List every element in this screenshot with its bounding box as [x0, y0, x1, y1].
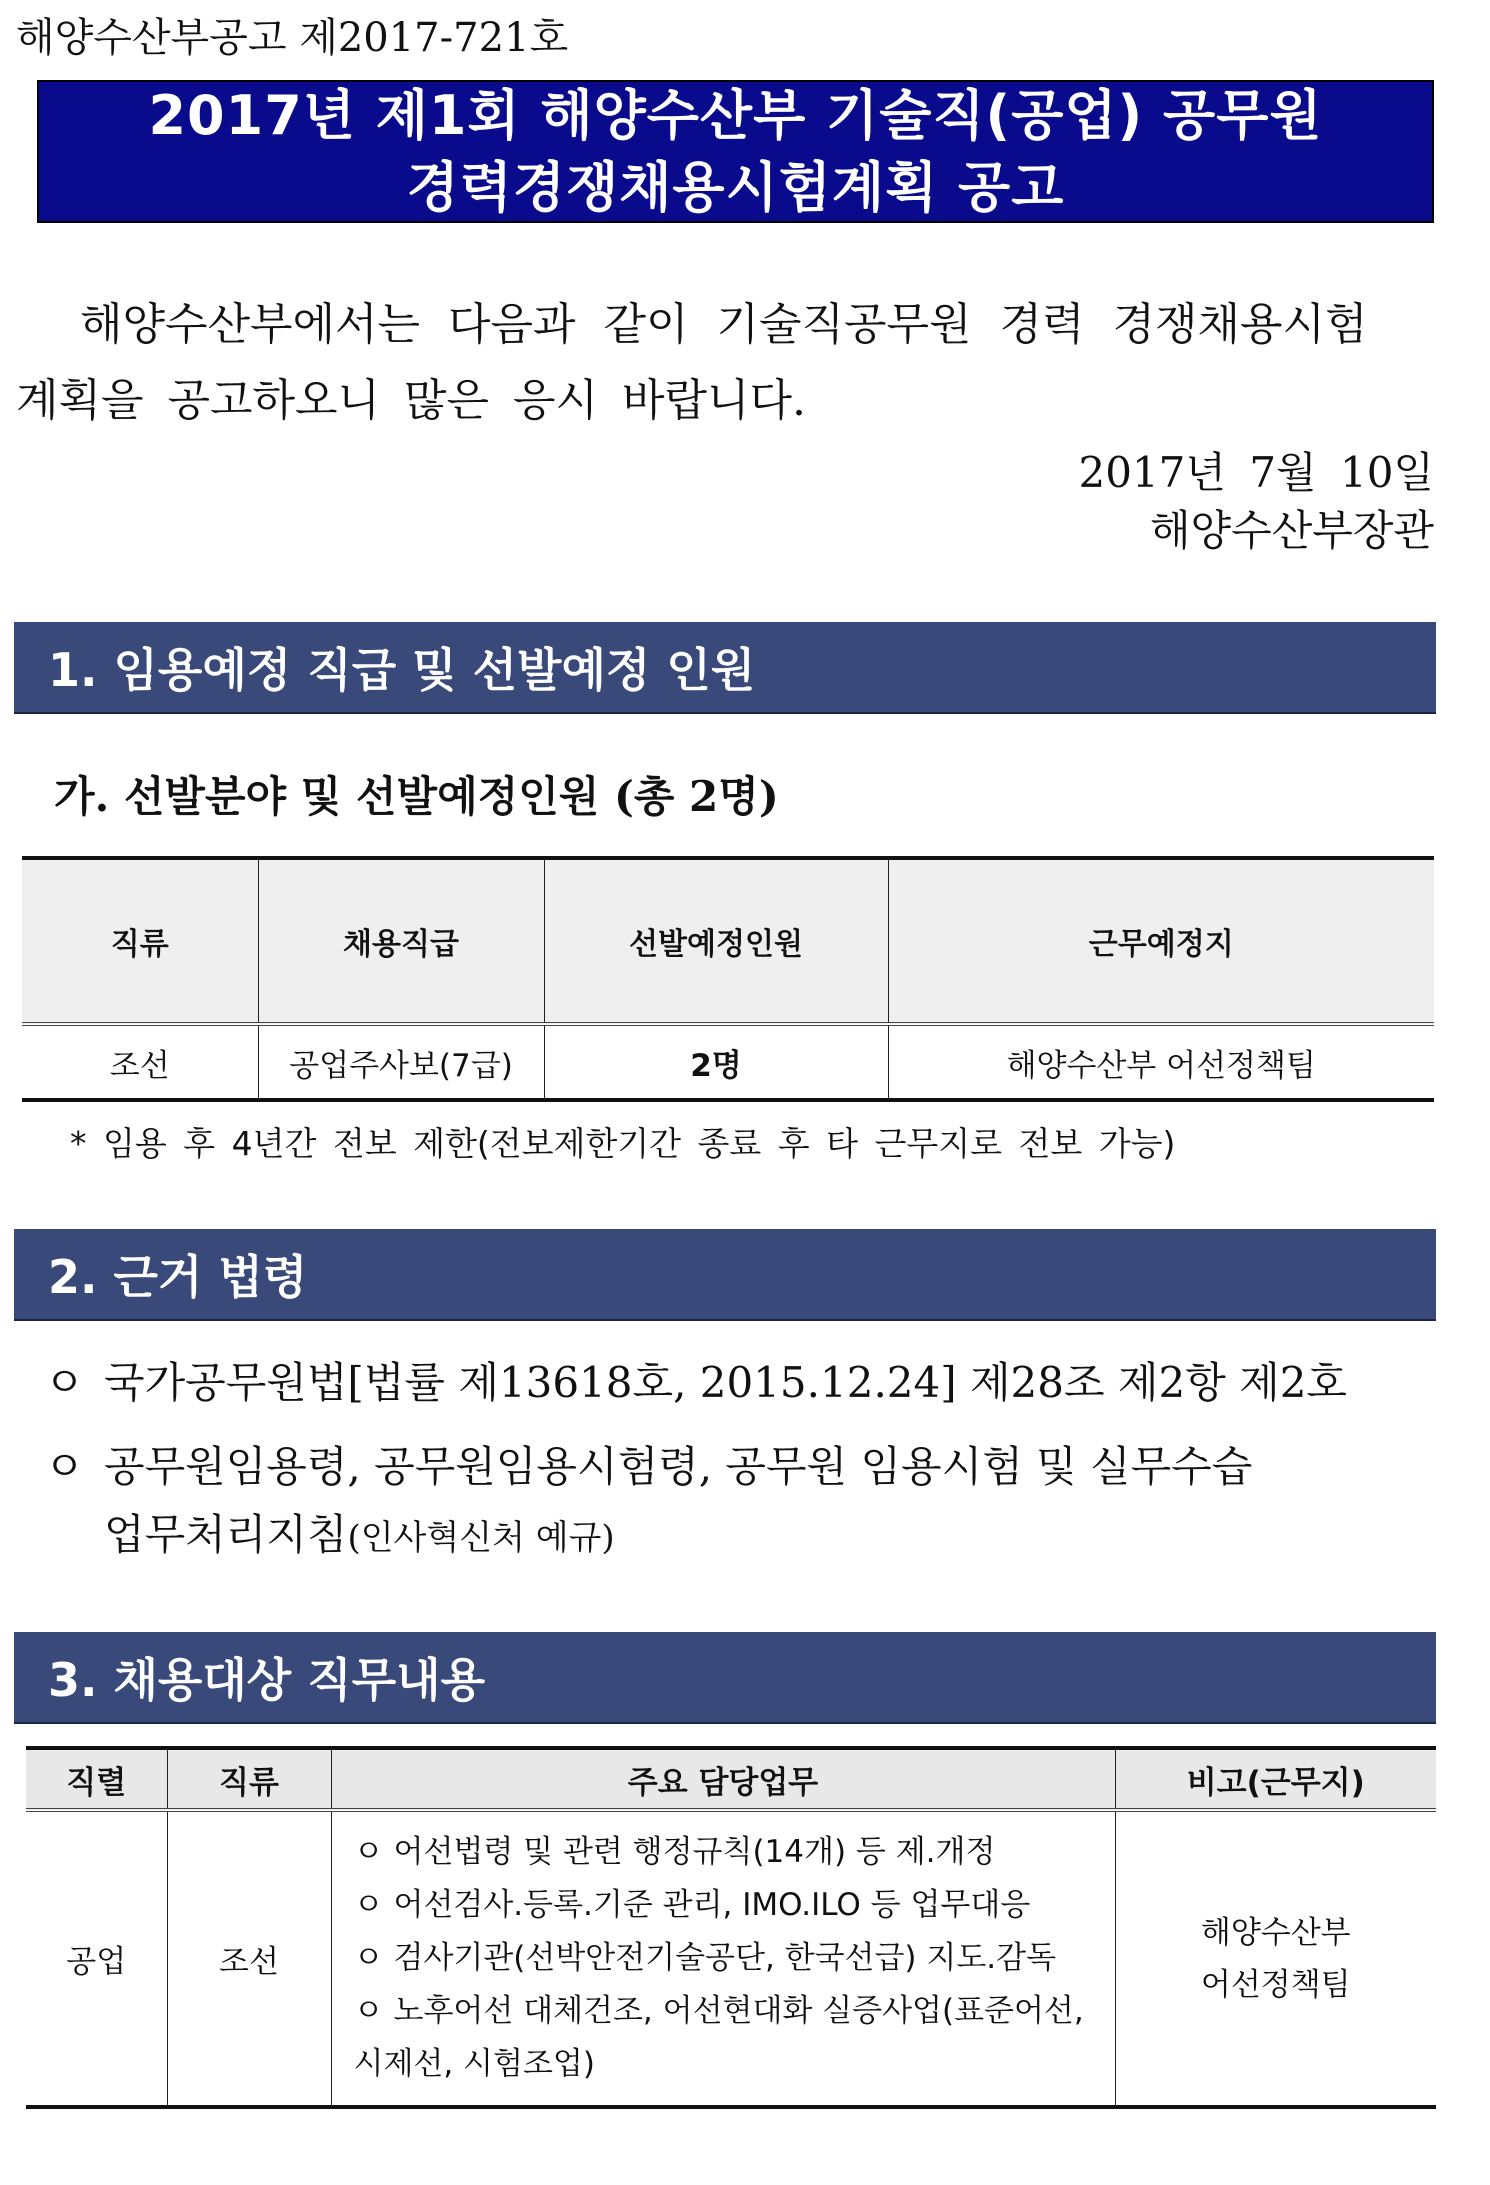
section-2-header	[14, 1229, 1436, 1321]
bullet-icon: ㅇ	[353, 1993, 384, 2029]
section-1-title: 1. 임용예정 직급 및 선발예정 인원	[48, 643, 756, 697]
issuer: 해양수산부장관	[1149, 506, 1434, 555]
remark-line-2: 어선정책팀	[1200, 1966, 1351, 2003]
section-2-title: 2. 근거 법령	[48, 1250, 308, 1304]
notice-number: 해양수산부공고 제2017-721호	[16, 15, 569, 61]
law-item-2-cont	[104, 1502, 615, 1562]
duties-table	[26, 1746, 1436, 2109]
table-header: 근무예정지	[888, 858, 1434, 1024]
remark-cell	[1115, 1810, 1436, 2107]
list-item: ㅇ 어선법령 및 관련 행정규칙(14개) 등 제.개정	[354, 1826, 1105, 1879]
law-item-2-text: 공무원임용령, 공무원임용시험령, 공무원 임용시험 및 실무수습	[104, 1442, 1253, 1491]
table-cell: 조선	[22, 1024, 258, 1100]
notice-date: 2017년 7월 10일	[1078, 448, 1434, 497]
table-cell: 공업주사보(7급)	[258, 1024, 544, 1100]
duties-cell	[331, 1810, 1115, 2107]
intro-line-2: 계획을 공고하오니 많은 응시 바랍니다.	[16, 375, 806, 426]
law-item-1	[44, 1350, 1347, 1410]
section-1-header	[14, 622, 1436, 714]
bullet-icon: ㅇ	[44, 1358, 85, 1407]
table-header: 선발예정인원	[544, 858, 888, 1024]
list-item-cont: 시제선, 시험조업)	[353, 2046, 595, 2082]
title-banner	[37, 80, 1434, 223]
bullet-icon: ㅇ	[353, 1940, 384, 1976]
list-item: ㅇ 어선검사.등록.기준 관리, IMO.ILO 등 업무대응	[354, 1879, 1105, 1932]
table-header-row	[22, 858, 1434, 1024]
bullet-icon: ㅇ	[353, 1834, 384, 1870]
title-line-1: 2017년 제1회 해양수산부 기술직(공업) 공무원	[148, 83, 1323, 147]
table-header: 비고(근무지)	[1115, 1748, 1436, 1810]
list-item: ㅇ 노후어선 대체건조, 어선현대화 실증사업(표준어선,	[354, 1985, 1105, 2038]
series-cell: 공업	[26, 1810, 167, 2107]
bullet-icon: ㅇ	[353, 1887, 384, 1923]
intro-line-1: 해양수산부에서는 다음과 같이 기술직공무원 경력 경쟁채용시험	[80, 299, 1368, 350]
section-3-header	[14, 1632, 1436, 1724]
table-header: 직류	[167, 1748, 331, 1810]
table-header: 채용직급	[258, 858, 544, 1024]
table-header: 주요 담당업무	[331, 1748, 1115, 1810]
table-header-row	[26, 1748, 1436, 1810]
section-3-title: 3. 채용대상 직무내용	[48, 1653, 485, 1707]
table-row	[22, 1024, 1434, 1100]
law-item-1-text: 국가공무원법[법률 제13618호, 2015.12.24] 제28조 제2항 제2호	[104, 1358, 1347, 1407]
law-item-2-text-cont: 업무처리지침	[104, 1510, 348, 1559]
transfer-note: * 임용 후 4년간 전보 제한(전보제한기간 종료 후 타 근무지로 전보 가능)	[70, 1124, 1176, 1163]
table-cell: 해양수산부 어선정책팀	[888, 1024, 1434, 1100]
law-item-2	[44, 1434, 1252, 1494]
table-row	[26, 1810, 1436, 2107]
selection-table	[22, 856, 1434, 1102]
remark-line-1: 해양수산부	[1200, 1914, 1351, 1951]
section-1-subhead: 가. 선발분야 및 선발예정인원 (총 2명)	[54, 772, 779, 821]
title-line-2: 경력경쟁채용시험계획 공고	[406, 155, 1065, 219]
category-cell: 조선	[167, 1810, 331, 2107]
table-cell: 2명	[544, 1024, 888, 1100]
table-header: 직류	[22, 858, 258, 1024]
table-header: 직렬	[26, 1748, 167, 1810]
bullet-icon: ㅇ	[44, 1442, 85, 1491]
list-item: ㅇ 검사기관(선박안전기술공단, 한국선급) 지도.감독	[354, 1932, 1105, 1985]
law-item-2-paren: (인사혁신처 예규)	[347, 1518, 615, 1558]
